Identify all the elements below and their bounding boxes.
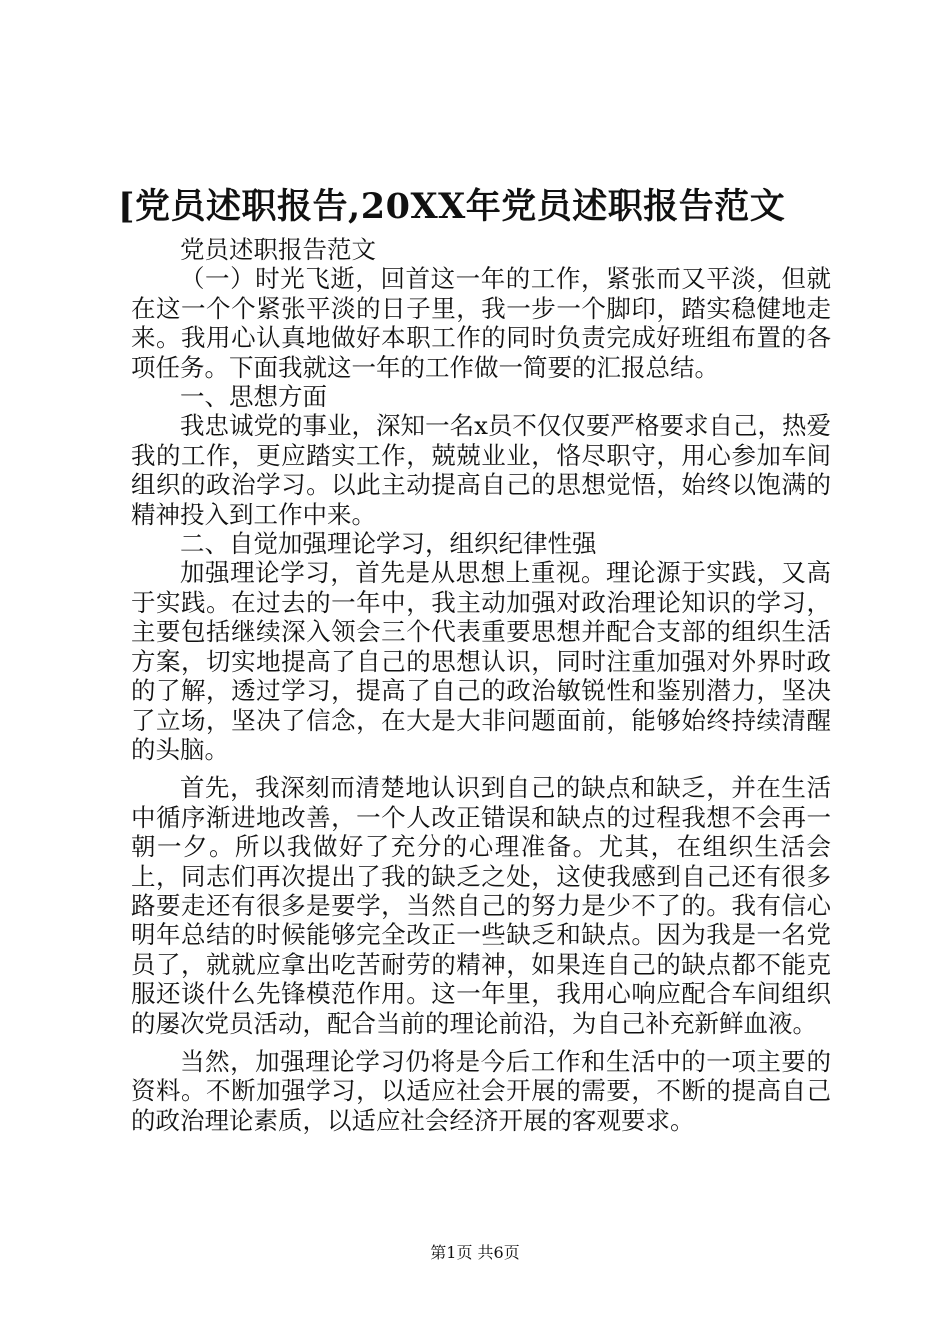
paragraph-shortcomings: 首先，我深刻而清楚地认识到自己的缺点和缺乏，并在生活中循序渐进地改善，一个人改正错误和缺点的过程我想不会再一朝一夕。所以我做好了充分的心理准备。尤其，在组织生活会上，同志们再次提出了我的缺乏之处，这使我感到自己还有很多路要走还有很多是要学，当然自己的努力是少不了的。我有信心明年总结的时候能够完全改正一些缺乏和缺点。因为我是一名党员了，就就应拿出吃苦耐劳的精神，如果连自己的缺点都不能克服还谈什么先锋模范作用。这一年里，我用心响应配合车间组织的屡次党员活动，配合当前的理论前沿，为自己补充新鲜血液。: [131, 773, 831, 1038]
page-number: 第1页 共6页: [430, 1243, 520, 1262]
paragraph-theory: 加强理论学习，首先是从思想上重视。理论源于实践，又高于实践。在过去的一年中，我主动加强对政治理论知识的学习，主要包括继续深入领会三个代表重要思想并配合支部的组织生活方案，切实地提高了自己的思想认识，同时注重加强对外界时政的了解，透过学习，提高了自己的政治敏锐性和鉴别潜力，坚决了立场，坚决了信念，在大是大非问题面前，能够始终持续清醒的头脑。: [131, 558, 831, 764]
document-title: [党员述职报告,20XX年党员述职报告范文: [118, 186, 786, 227]
document-body: [131, 235, 831, 1135]
paragraph-intro: （一）时光飞逝，回首这一年的工作，紧张而又平淡，但就在这一个个紧张平淡的日子里，我一步一个脚印，踏实稳健地走来。我用心认真地做好本职工作的同时负责完成好班组布置的各项任务。下面我就这一年的工作做一简要的汇报总结。: [131, 264, 831, 382]
section-heading-thought: 一、思想方面: [180, 382, 327, 412]
paragraph-thought: 我忠诚党的事业，深知一名x员不仅仅要严格要求自己，热爱我的工作，更应踏实工作，兢兢业业，恪尽职守，用心参加车间组织的政治学习。以此主动提高自己的思想觉悟，始终以饱满的精神投入到工作中来。: [131, 411, 831, 529]
paragraph-subtitle: 党员述职报告范文: [180, 235, 376, 264]
paragraph-conclusion: 当然，加强理论学习仍将是今后工作和生活中的一项主要的资料。不断加强学习，以适应社会开展的需要，不断的提高自己的政治理论素质，以适应社会经济开展的客观要求。: [131, 1046, 831, 1135]
section-heading-theory: 二、自觉加强理论学习，组织纪律性强: [180, 529, 597, 559]
